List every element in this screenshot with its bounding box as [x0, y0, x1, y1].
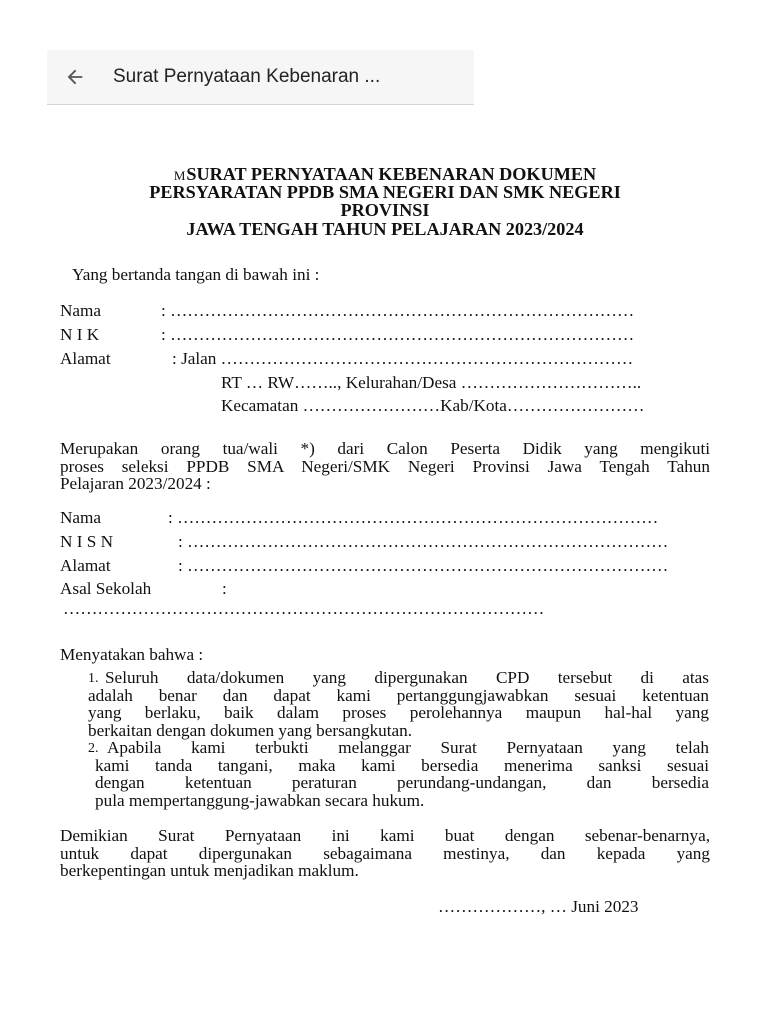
item-2-line-4: pula mempertanggung-jawabkan secara hukum. — [95, 791, 425, 810]
parent-nama-field: : ……………………………………………………………………… — [161, 301, 635, 320]
item-1-line-4: berkaitan dengan dokumen yang bersangkutan. — [88, 721, 413, 740]
title-line-1: MSURAT PERNYATAAN KEBENARAN DOKUMEN — [173, 164, 597, 184]
student-alamat-label: Alamat — [60, 556, 111, 575]
item-1-line-1: Seluruh data/dokumen yang dipergunakan CPD tersebut di atas — [105, 668, 709, 687]
item-1-line-2: adalah benar dan dapat kami pertanggungjawabkan sesuai ketentuan — [88, 686, 709, 705]
parent-alamat-field: : Jalan ……………………………………………………………… — [172, 349, 634, 368]
statement-line-2: proses seleksi PPDB SMA Negeri/SMK Negeri Provinsi Jawa Tengah Tahun — [60, 457, 710, 476]
title-line-2: PERSYARATAN PPDB SMA NEGERI DAN SMK NEGERI — [149, 182, 621, 202]
closing-line-2: untuk dapat dipergunakan sebagaimana mestinya, dan kepada yang — [60, 844, 710, 863]
item-1-number: 1. — [88, 671, 99, 686]
title-line-3: PROVINSI — [340, 200, 430, 220]
student-nisn-field: : ………………………………………………………………………… — [178, 532, 669, 551]
student-nama-label: Nama — [60, 508, 102, 527]
statement-line-3: Pelajaran 2023/2024 : — [60, 474, 211, 493]
item-1-line-3: yang berlaku, baik dalam proses perolehannya maupun hal-hal yang — [88, 703, 709, 722]
document-title: Surat Pernyataan Kebenaran ... — [113, 66, 381, 87]
student-sekolah-label: Asal Sekolah — [60, 579, 152, 598]
item-2-line-1: Apabila kami terbukti melanggar Surat Pernyataan yang telah — [107, 738, 709, 757]
statement-line-1: Merupakan orang tua/wali *) dari Calon Peserta Didik yang mengikuti — [60, 439, 710, 458]
date-line: ………………, … Juni 2023 — [438, 897, 639, 916]
item-2-line-3: dengan ketentuan peraturan perundang-undangan, dan bersedia — [95, 773, 709, 792]
intro-text: Yang bertanda tangan di bawah ini : — [72, 265, 320, 284]
closing-line-1: Demikian Surat Pernyataan ini kami buat dengan sebenar-benarnya, — [60, 826, 710, 845]
item-2-number: 2. — [88, 741, 99, 756]
parent-nik-field: : ……………………………………………………………………… — [161, 325, 635, 344]
closing-line-3: berkepentingan untuk menjadikan maklum. — [60, 861, 359, 880]
student-nisn-label: N I S N — [60, 532, 113, 551]
parent-nik-label: N I K — [60, 325, 100, 344]
parent-alamat-label: Alamat — [60, 349, 111, 368]
parent-nama-label: Nama — [60, 301, 102, 320]
title-prefix: M — [173, 168, 186, 183]
parent-rt-line: RT … RW…….., Kelurahan/Desa ………………………….. — [221, 373, 642, 392]
title-line-4: JAWA TENGAH TAHUN PELAJARAN 2023/2024 — [186, 219, 584, 239]
student-alamat-field: : ………………………………………………………………………… — [178, 556, 669, 575]
parent-kecamatan-line: Kecamatan ……………………Kab/Kota…………………… — [221, 396, 645, 415]
student-sekolah-field: ………………………………………………………………………… — [63, 599, 545, 618]
declares-heading: Menyatakan bahwa : — [60, 645, 204, 664]
student-nama-field: : ………………………………………………………………………… — [168, 508, 659, 527]
student-sekolah-colon: : — [222, 579, 227, 598]
item-2-line-2: kami tanda tangani, maka kami bersedia menerima sanksi sesuai — [95, 756, 709, 775]
